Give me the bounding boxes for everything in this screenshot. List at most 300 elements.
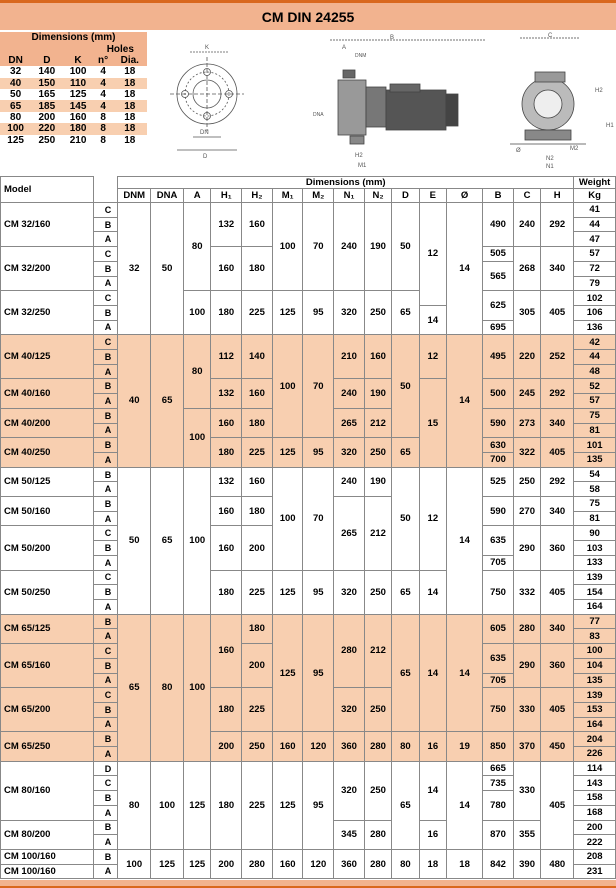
dimension-cell: 100	[118, 849, 151, 878]
weight-cell: 106	[574, 305, 616, 320]
variant-label: B	[94, 261, 118, 276]
dimension-cell: 125	[272, 570, 303, 614]
flange-cell: 80	[10, 111, 22, 123]
model-name: CM 32/200	[1, 247, 94, 291]
dimension-cell: 705	[483, 555, 514, 570]
dimension-cell: 80	[151, 614, 184, 761]
col-header-1: DNA	[151, 189, 184, 203]
dimension-cell: 490	[483, 203, 514, 247]
weight-unit: Kg	[574, 189, 616, 203]
dimension-cell: 125	[184, 761, 211, 849]
flange-cell: 210	[69, 134, 87, 146]
dimension-cell: 80	[184, 203, 211, 291]
dimension-cell: 180	[211, 291, 242, 335]
dimension-cell: 200	[242, 644, 273, 688]
dimension-cell: 95	[303, 291, 334, 335]
dimension-cell: 280	[334, 614, 365, 688]
weight-cell: 102	[574, 291, 616, 306]
dimension-cell: 18	[447, 849, 483, 878]
flange-cell: 18	[113, 100, 147, 111]
variant-label: C	[94, 526, 118, 541]
flange-cell: 160	[69, 111, 87, 123]
flange-cell: 125	[69, 89, 87, 101]
dimension-cell: 70	[303, 203, 334, 291]
col-header-3: H₁	[211, 189, 242, 203]
dimension-cell: 100	[151, 761, 184, 849]
dimension-cell: 16	[419, 820, 446, 849]
dimension-cell: 250	[513, 467, 540, 496]
dimension-cell: 322	[513, 438, 540, 467]
flange-cell: 50	[10, 89, 22, 101]
dimension-cell: 160	[242, 467, 273, 496]
dimension-cell: 590	[483, 408, 514, 437]
dimension-cell: 345	[334, 820, 365, 849]
weight-cell: 158	[574, 791, 616, 806]
col-header-2: A	[184, 189, 211, 203]
weight-cell: 154	[574, 585, 616, 600]
dimension-cell: 50	[392, 335, 419, 438]
variant-label: B	[94, 217, 118, 232]
label-c: C	[548, 33, 553, 39]
dimension-cell: 100	[272, 203, 303, 291]
dimension-cell: 625	[483, 291, 514, 320]
weight-cell: 75	[574, 408, 616, 423]
weight-cell: 222	[574, 835, 616, 850]
label-dnm: DNM	[355, 53, 367, 59]
dimension-cell: 605	[483, 614, 514, 643]
variant-label: A	[94, 717, 118, 732]
weight-cell: 114	[574, 761, 616, 776]
dimension-cell: 160	[211, 247, 242, 291]
table-row	[1, 732, 616, 747]
weight-cell: 47	[574, 232, 616, 247]
flange-header-holes: Holes	[106, 43, 134, 55]
dimension-cell: 225	[242, 688, 273, 732]
dimension-cell: 280	[364, 849, 391, 878]
weight-cell: 164	[574, 599, 616, 614]
variant-label: C	[94, 570, 118, 585]
dimension-cell: 705	[483, 673, 514, 688]
dimension-cell: 19	[447, 732, 483, 761]
dimension-cell: 360	[334, 849, 365, 878]
dimension-cell: 635	[483, 526, 514, 555]
col-header-7: N₁	[334, 189, 365, 203]
dimension-cell: 100	[184, 291, 211, 335]
weight-cell: 136	[574, 320, 616, 335]
flange-cell: 4	[94, 78, 113, 89]
label-k: K	[205, 45, 210, 51]
dimension-cell: 320	[334, 438, 365, 467]
dimension-cell: 240	[334, 467, 365, 496]
table-row	[1, 761, 616, 776]
dimension-cell: 190	[364, 467, 391, 496]
dimension-cell: 14	[419, 305, 446, 334]
dimension-cell: 160	[211, 614, 242, 688]
variant-label: B	[94, 658, 118, 673]
flange-cell: 18	[124, 134, 136, 146]
flange-row	[0, 112, 147, 123]
dimension-cell: 65	[118, 614, 151, 761]
flange-cell: 150	[31, 78, 62, 89]
dimension-cell: 120	[303, 732, 334, 761]
dimension-cell: 842	[483, 849, 514, 878]
weight-header: Weight	[574, 177, 616, 189]
dimension-cell: 405	[541, 570, 574, 614]
dimension-cell: 665	[483, 761, 514, 776]
flange-col-3: n°	[98, 54, 109, 66]
variant-label: B	[94, 438, 118, 453]
variant-label: B	[94, 614, 118, 629]
dimension-cell: 100	[272, 467, 303, 570]
dimension-cell: 16	[419, 732, 446, 761]
dimension-cell: 12	[419, 467, 446, 570]
dimension-cell: 250	[364, 438, 391, 467]
weight-cell: 200	[574, 820, 616, 835]
dimension-cell: 180	[211, 438, 242, 467]
flange-cell: 18	[124, 89, 136, 101]
dimensions-table	[0, 176, 616, 879]
weight-cell: 153	[574, 702, 616, 717]
label-n2: N2	[546, 156, 554, 162]
dimension-cell: 65	[392, 291, 419, 335]
flange-row	[0, 100, 147, 111]
weight-cell: 77	[574, 614, 616, 629]
dimension-cell: 360	[541, 526, 574, 570]
pump-drawings	[150, 32, 616, 172]
variant-label: C	[94, 335, 118, 350]
flange-cell: 250	[38, 134, 56, 146]
weight-cell: 79	[574, 276, 616, 291]
variant-label: C	[94, 776, 118, 791]
model-name: CM 40/200	[1, 408, 94, 437]
flange-cell: 18	[124, 66, 136, 78]
dimension-cell: 405	[541, 291, 574, 335]
model-name: CM 65/125	[1, 614, 94, 643]
dimension-cell: 132	[211, 203, 242, 247]
dimension-cell: 180	[211, 761, 242, 849]
dimension-cell: 50	[392, 203, 419, 291]
dimension-cell: 212	[364, 497, 391, 571]
dimension-cell: 125	[272, 438, 303, 467]
dimension-cell: 505	[483, 247, 514, 262]
dimension-cell: 240	[334, 379, 365, 408]
weight-cell: 72	[574, 261, 616, 276]
col-header-8: N₂	[364, 189, 391, 203]
dimension-cell: 290	[513, 526, 540, 570]
dimension-cell: 190	[364, 203, 391, 291]
dimension-cell: 132	[211, 467, 242, 496]
dimension-cell: 100	[184, 614, 211, 761]
variant-label: C	[94, 688, 118, 703]
variant-label: C	[94, 291, 118, 306]
dimension-cell: 590	[483, 497, 514, 526]
flange-col-2: K	[74, 54, 82, 66]
dimension-cell: 50	[392, 467, 419, 570]
variant-label: A	[94, 423, 118, 438]
model-name: CM 80/200	[1, 820, 94, 849]
dimension-cell: 160	[211, 497, 242, 526]
col-header-12: B	[483, 189, 514, 203]
col-header-6: M₂	[303, 189, 334, 203]
dimension-cell: 280	[242, 849, 273, 878]
weight-cell: 164	[574, 717, 616, 732]
model-name: CM 50/125	[1, 467, 94, 496]
dimension-cell: 330	[513, 688, 540, 732]
flange-row	[0, 89, 147, 100]
col-header-4: H₂	[242, 189, 273, 203]
variant-label: B	[94, 849, 118, 864]
variant-label: C	[94, 644, 118, 659]
dimension-cell: 160	[272, 849, 303, 878]
label-m2: M2	[570, 146, 579, 152]
variant-label: C	[94, 247, 118, 262]
variant-label: A	[94, 673, 118, 688]
dimension-cell: 332	[513, 570, 540, 614]
dimension-cell: 14	[447, 467, 483, 614]
dimension-cell: 95	[303, 761, 334, 849]
model-name: CM 32/160	[1, 203, 94, 247]
weight-cell: 44	[574, 350, 616, 365]
dimension-cell: 450	[541, 732, 574, 761]
dimension-cell: 292	[541, 467, 574, 496]
flange-cell: 145	[62, 100, 93, 111]
dimension-cell: 305	[513, 291, 540, 335]
dimension-cell: 65	[392, 761, 419, 849]
dimension-cell: 95	[303, 438, 334, 467]
dimension-cell: 100	[184, 467, 211, 614]
dimension-cell: 80	[392, 732, 419, 761]
dimension-cell: 212	[364, 408, 391, 437]
flange-cell: 18	[113, 78, 147, 89]
dimension-cell: 268	[513, 247, 540, 291]
flange-col-4: Dia.	[120, 54, 139, 66]
weight-cell: 83	[574, 629, 616, 644]
model-name: CM 40/250	[1, 438, 94, 467]
dimension-cell: 95	[303, 614, 334, 732]
flange-row	[0, 123, 147, 134]
dimension-cell: 292	[541, 379, 574, 408]
flange-cell: 185	[31, 100, 62, 111]
dimension-cell: 80	[118, 761, 151, 849]
variant-label: A	[94, 394, 118, 409]
dimension-cell: 225	[242, 761, 273, 849]
dimension-cell: 65	[151, 335, 184, 467]
flange-table	[0, 32, 147, 146]
dimension-cell: 250	[242, 732, 273, 761]
variant-label: B	[94, 791, 118, 806]
col-header-14: H	[541, 189, 574, 203]
flange-col-1: D	[43, 54, 51, 66]
dimension-cell: 65	[392, 570, 419, 614]
flange-cell: 100	[69, 66, 87, 78]
weight-cell: 57	[574, 247, 616, 262]
dimension-cell: 245	[513, 379, 540, 408]
dimension-cell: 320	[334, 291, 365, 335]
dimension-cell: 265	[334, 497, 365, 571]
col-header-5: M₁	[272, 189, 303, 203]
variant-label: B	[94, 497, 118, 512]
dimension-cell: 14	[419, 614, 446, 732]
flange-cell: 32	[10, 66, 22, 78]
variant-label: A	[94, 747, 118, 762]
flange-cell: 110	[62, 78, 93, 89]
dimension-cell: 280	[364, 732, 391, 761]
dimension-cell: 132	[211, 379, 242, 408]
flange-cell: 8	[100, 111, 106, 123]
weight-cell: 41	[574, 203, 616, 218]
dimension-cell: 65	[392, 614, 419, 732]
dimension-cell: 750	[483, 570, 514, 614]
variant-label: C	[94, 203, 118, 218]
dimension-cell: 190	[364, 379, 391, 408]
dimension-cell: 240	[513, 203, 540, 247]
dimension-cell: 320	[334, 761, 365, 820]
dimension-cell: 160	[272, 732, 303, 761]
dimension-cell: 65	[151, 467, 184, 614]
model-name: CM 65/200	[1, 688, 94, 732]
variant-label: A	[94, 276, 118, 291]
variant-label: A	[94, 232, 118, 247]
dimension-cell: 160	[364, 335, 391, 379]
flange-cell: 220	[31, 123, 62, 134]
dimension-cell: 180	[242, 614, 273, 643]
dimension-cell: 405	[541, 688, 574, 732]
label-h1: H1	[606, 123, 614, 129]
dimension-cell: 212	[364, 614, 391, 688]
dimension-cell: 290	[513, 644, 540, 688]
model-name: CM 40/160	[1, 379, 94, 408]
model-header: Model	[1, 177, 94, 203]
dimension-cell: 160	[242, 379, 273, 408]
weight-cell: 133	[574, 555, 616, 570]
variant-label: A	[94, 805, 118, 820]
col-header-0: DNM	[118, 189, 151, 203]
col-header-9: D	[392, 189, 419, 203]
dimension-cell: 80	[392, 849, 419, 878]
dimension-cell: 12	[419, 335, 446, 379]
variant-label: B	[94, 585, 118, 600]
dimension-cell: 160	[211, 526, 242, 570]
model-name: CM 100/160	[1, 849, 94, 864]
dimension-cell: 100	[184, 408, 211, 467]
dimension-cell: 320	[334, 570, 365, 614]
variant-label: B	[94, 702, 118, 717]
variant-label: A	[94, 320, 118, 335]
variant-label: D	[94, 761, 118, 776]
model-name: CM 50/160	[1, 497, 94, 526]
flange-row	[0, 135, 147, 146]
dimension-cell: 330	[513, 761, 540, 820]
dimension-cell: 280	[364, 820, 391, 849]
flange-cell: 140	[38, 66, 56, 78]
side-view-drawing	[313, 35, 485, 169]
flange-cell: 40	[0, 78, 31, 89]
flange-row	[0, 78, 147, 89]
page-title	[0, 0, 616, 30]
variant-label: A	[94, 835, 118, 850]
dimension-cell: 18	[419, 849, 446, 878]
model-name: CM 50/250	[1, 570, 94, 614]
dimension-cell: 14	[419, 761, 446, 820]
flange-col-0: DN	[8, 54, 23, 66]
dimension-cell: 14	[447, 203, 483, 335]
label-a: A	[342, 45, 347, 51]
dimension-cell: 495	[483, 335, 514, 379]
dimension-cell: 125	[272, 614, 303, 732]
dimension-cell: 70	[303, 335, 334, 438]
flange-drawing	[170, 45, 244, 160]
dimension-cell: 180	[242, 497, 273, 526]
dimension-cell: 340	[541, 408, 574, 437]
flange-cell: 4	[94, 100, 113, 111]
flange-header-top: Dimensions (mm)	[31, 32, 116, 44]
dimension-cell: 40	[118, 335, 151, 467]
variant-label: B	[94, 350, 118, 365]
flange-cell: 200	[38, 111, 56, 123]
weight-cell: 135	[574, 673, 616, 688]
weight-cell: 90	[574, 526, 616, 541]
title-text: CM DIN 24255	[261, 8, 355, 25]
dimension-cell: 160	[242, 203, 273, 247]
table-row	[1, 291, 616, 306]
variant-label: B	[94, 732, 118, 747]
dimension-cell: 340	[541, 614, 574, 643]
model-name: CM 32/250	[1, 291, 94, 335]
dimension-cell: 250	[364, 570, 391, 614]
dimension-cell: 180	[242, 408, 273, 437]
weight-cell: 139	[574, 570, 616, 585]
dimension-cell: 340	[541, 497, 574, 526]
variant-label: B	[94, 408, 118, 423]
dimension-cell: 250	[364, 761, 391, 820]
dimension-cell: 14	[447, 614, 483, 732]
model-name: CM 100/160	[1, 864, 94, 879]
dimension-cell: 14	[447, 761, 483, 849]
dimension-cell: 265	[334, 408, 365, 437]
label-h2: H2	[355, 153, 363, 159]
dimension-cell: 140	[242, 335, 273, 379]
dimension-cell: 200	[211, 732, 242, 761]
dimension-cell: 360	[541, 644, 574, 688]
dimension-cell: 870	[483, 820, 514, 849]
dimension-cell: 125	[184, 849, 211, 878]
flange-cell: 65	[0, 100, 31, 111]
table-row	[1, 335, 616, 350]
dimension-cell: 180	[242, 247, 273, 291]
variant-label: B	[94, 467, 118, 482]
dimension-cell: 95	[303, 570, 334, 614]
variant-label: B	[94, 541, 118, 556]
table-row	[1, 203, 616, 218]
dimension-cell: 480	[541, 849, 574, 878]
front-view-drawing	[510, 33, 614, 170]
dimension-cell: 250	[364, 688, 391, 732]
dimension-cell: 635	[483, 644, 514, 673]
flange-cell: 165	[38, 89, 56, 101]
weight-cell: 101	[574, 438, 616, 453]
dimension-cell: 180	[211, 570, 242, 614]
weight-cell: 226	[574, 747, 616, 762]
label-dna: DNA	[313, 112, 324, 118]
weight-cell: 204	[574, 732, 616, 747]
variant-label: B	[94, 305, 118, 320]
flange-cell: 180	[62, 123, 93, 134]
table-row	[1, 570, 616, 585]
dimension-cell: 390	[513, 849, 540, 878]
dimension-cell: 700	[483, 452, 514, 467]
col-header-11: Ø	[447, 189, 483, 203]
weight-cell: 54	[574, 467, 616, 482]
